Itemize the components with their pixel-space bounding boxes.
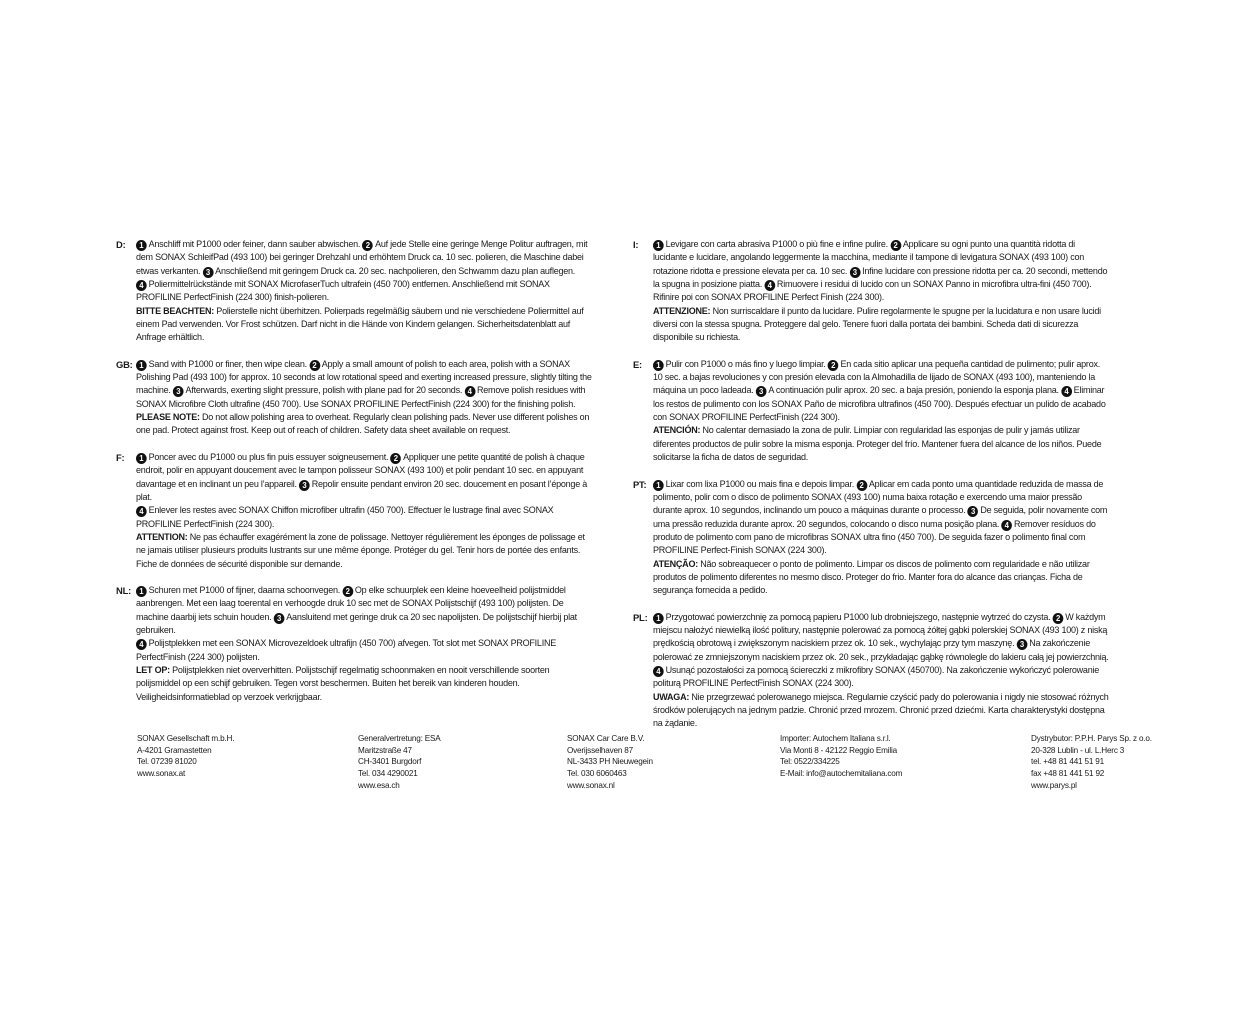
warning-note bbox=[653, 558, 1109, 598]
warning-label: ATTENTION: bbox=[136, 531, 188, 542]
instructions-fr bbox=[116, 451, 608, 571]
step-3: 3 Anschließend mit geringem Druck ca. 20 sec. nachpolieren, den Schwamm dazu plan auflegen. bbox=[203, 266, 575, 276]
step-number-icon: 4 bbox=[764, 280, 775, 291]
warning-text: Non surriscaldare il punto da lucidare. Pulire regolarmente le spugne per la lucidatura e non usare lucidi diversi con la stessa spugna. Proteggere dal gelo. Tenere fuori dalla portata dei bambini. Scheda dati di sicurezza disponibile su richiesta. bbox=[653, 305, 1101, 343]
step-4: 4 Usunąć pozostałości za pomocą ściereczki z mikrofibry SONAX (450700). Na zakończenie wykończyć polerowanie politurą PROFILINE PerfectFinish SONAX (224 300). bbox=[653, 664, 1100, 689]
language-code: NL: bbox=[116, 584, 132, 596]
step-number-icon: 3 bbox=[1017, 639, 1028, 650]
step-number-icon: 4 bbox=[1061, 386, 1072, 397]
step-2: 2 Applicare su ogni punto una quantità ridotta di lucidante e lucidare, angolando leggermente la macchina, mediante il tampone di levigatura SONAX (493 100) con rotazione ridotta e pressione elevata per ca. 10 sec. bbox=[653, 239, 1085, 276]
step-3: 3 Aansluitend met geringe druk ca 20 sec napolijsten. De polijstschijf hierbij plat gebruiken. bbox=[136, 611, 577, 635]
step-number-icon: 3 bbox=[203, 267, 214, 278]
step-2: 2 W każdym miejscu nałożyć niewielką ilość politury, następnie polerować za pomocą żółtej gąbki polerskiej SONAX (493 100) z niską prędkością obrotową i zwiększonym naciskiem przez ok. 10 sek., wychylając przy tym maszynę. bbox=[653, 611, 1108, 649]
left-column bbox=[116, 238, 608, 717]
warning-label: ATENCIÓN: bbox=[653, 425, 701, 436]
warning-label: ATTENZIONE: bbox=[653, 305, 711, 316]
website-link[interactable]: www.sonax.nl bbox=[567, 779, 615, 790]
step-number-icon: 1 bbox=[136, 240, 147, 251]
instructions-it bbox=[633, 238, 1123, 345]
warning-text: Não sobreaquecer o ponto de polimento. Limpar os discos de polimento com regularidade e não utilizar produtos de polimento diferentes no mesmo disco. Proteger do frio. Manter fora do alcance das crianças. Ficha de segurança fornecida a pedido. bbox=[653, 558, 1090, 596]
instruction-body bbox=[653, 358, 1109, 465]
warning-note bbox=[136, 531, 594, 571]
step-number-icon: 2 bbox=[890, 240, 901, 251]
address-sonax-at: SONAX Gesellschaft m.b.H. A-4201 Gramastetten Tel. 07239 81020 www.sonax.at bbox=[137, 733, 235, 779]
language-code: D: bbox=[116, 239, 126, 250]
step-number-icon: 2 bbox=[309, 360, 320, 371]
warning-note bbox=[653, 691, 1109, 731]
step-number-icon: 3 bbox=[299, 480, 310, 491]
website-link[interactable]: www.sonax.at bbox=[137, 768, 186, 779]
warning-note bbox=[136, 305, 594, 345]
step-1: 1 Poncer avec du P1000 ou plus fin puis essuyer soigneusement. bbox=[136, 452, 391, 462]
step-1: 1 Przygotować powierzchnię za pomocą papieru P1000 lub drobniejszego, następnie wytrzeć do czysta. bbox=[653, 612, 1053, 622]
warning-label: LET OP: bbox=[136, 664, 170, 675]
address-sonax-nl: SONAX Car Care B.V. Overijsselhaven 87 NL-3433 PH Nieuwegein Tel. 030 6060463 www.sonax.nl bbox=[567, 733, 653, 790]
step-number-icon: 4 bbox=[653, 666, 664, 677]
warning-text: Do not allow polishing area to overheat. Regularly clean polishing pads. Never use different polishes on one pad. Protect against frost. Keep out of reach of children. Safety data sheet available on request. bbox=[136, 412, 590, 436]
step-number-icon: 1 bbox=[136, 360, 147, 371]
instructions-gb bbox=[116, 358, 608, 438]
step-1: 1 Schuren met P1000 of fijner, daarna schoonvegen. bbox=[136, 585, 342, 595]
step-1: 1 Pulir con P1000 o más fino y luego limpiar. bbox=[653, 359, 828, 369]
instruction-body bbox=[136, 451, 594, 571]
step-number-icon: 4 bbox=[1001, 520, 1012, 531]
language-code: F: bbox=[116, 451, 125, 463]
right-column bbox=[633, 238, 1123, 744]
website-link[interactable]: www.esa.ch bbox=[358, 779, 400, 790]
step-4: 4 Polijstplekken met een SONAX Microvezeldoek ultrafijn (450 700) afvegen. Tot slot met SONAX PROFILINE PerfectFinish (224 300) polijsten. bbox=[136, 638, 557, 662]
step-number-icon: 3 bbox=[968, 506, 979, 517]
step-number-icon: 4 bbox=[136, 639, 147, 650]
instructions-nl bbox=[116, 584, 608, 704]
step-number-icon: 2 bbox=[856, 480, 867, 491]
step-3: 3 De seguida, polir novamente com uma pressão reduzida durante aprox. 20 segundos, colocando o disco numa posição plana. bbox=[653, 505, 1108, 529]
step-number-icon: 1 bbox=[136, 586, 147, 597]
step-number-icon: 3 bbox=[756, 386, 767, 397]
step-2: 2 En cada sitio aplicar una pequeña cantidad de pulimento; pulir aprox. 10 sec. a bajas revoluciones y con presión elevada con la Almohadilla de lijado de SONAX (493 100), manteniendo la máquina un poco ladeada. bbox=[653, 358, 1101, 396]
language-code: PT: bbox=[633, 478, 647, 490]
step-2: 2 Aplicar em cada ponto uma quantidade reduzida de massa de polimento, polir com o disco de polimento SONAX (493 100) numa baixa rotação e exercendo uma maior pressão durante aprox. 10 segundos, inclinando um pouco a máquinas durante o processo. bbox=[653, 478, 1104, 516]
warning-label: PLEASE NOTE: bbox=[136, 412, 200, 423]
step-number-icon: 1 bbox=[653, 613, 664, 624]
step-number-icon: 3 bbox=[274, 613, 285, 624]
email-link[interactable]: E-Mail: info@autochemitaliana.com bbox=[780, 768, 903, 779]
warning-label: ATENÇÃO: bbox=[653, 558, 698, 569]
warning-text: Ne pas échauffer exagérément la zone de polissage. Nettoyer régulièrement les éponges de polissage et ne jamais utiliser plusieurs produits lustrants sur une même éponge. Protéger du gel. Tenir hors de portée des enfants. Fiche de données de sécurité disponible sur demande. bbox=[136, 531, 585, 569]
step-4: 4 Poliermittelrückstände mit SONAX MicrofaserTuch ultrafein (450 700) entfernen. Anschließend mit SONAX PROFILINE PerfectFinish (224 300) finish-polieren. bbox=[136, 279, 550, 303]
step-4: 4 Eliminar los restos de pulimento con los SONAX Paño de microfibra ultrafinos (450 700). Después efectuar un pulido de acabado con SONAX PROFILINE PerfectFinish (224 300). bbox=[653, 385, 1106, 423]
step-1: 1 Lixar com lixa P1000 ou mais fina e depois limpar. bbox=[653, 479, 856, 489]
step-number-icon: 1 bbox=[653, 360, 664, 371]
instruction-body bbox=[653, 478, 1109, 598]
warning-text: Polijstplekken niet oververhitten. Polijstschijf regelmatig schoonmaken en nooit verschillende soorten polijsmiddel op een schijf gebruiken. Tegen vorst beschermen. Buiten het bereik van kinderen houden. Veiligheidsinformatieblad op verzoek verkrijgbaar. bbox=[136, 664, 550, 702]
language-code: PL: bbox=[633, 611, 648, 623]
step-number-icon: 3 bbox=[173, 386, 184, 397]
instruction-body bbox=[653, 238, 1109, 345]
step-3: 3 Infine lucidare con pressione ridotta per ca. 20 secondi, mettendo la spugna in posizione piatta. bbox=[653, 265, 1108, 290]
step-2: 2 Appliquer une petite quantité de polish à chaque endroit, polir en appuyant doucement avec le tampon polisseur SONAX (493 100) et polir pendant 10 sec. en appuyant davantage et en inclinant un peu l’appareil. bbox=[136, 451, 585, 489]
warning-note bbox=[136, 664, 594, 704]
instructions-pt bbox=[633, 478, 1123, 598]
step-number-icon: 1 bbox=[653, 480, 664, 491]
step-3: 3 Afterwards, exerting slight pressure, polish with plane pad for 20 seconds. bbox=[173, 385, 464, 395]
warning-text: Polierstelle nicht überhitzen. Polierpads regelmäßig säubern und nie verschiedene Poliermittel auf einem Pad verwenden. Vor Frost schützen. Darf nicht in die Hände von Kindern gelangen. Sicherheitsdatenblatt auf Anfrage erhältlich. bbox=[136, 305, 584, 343]
step-number-icon: 2 bbox=[391, 453, 402, 464]
instruction-body bbox=[136, 584, 594, 704]
warning-note bbox=[136, 411, 594, 438]
step-number-icon: 2 bbox=[1053, 613, 1064, 624]
address-autochem-it: Importer: Autochem Italiana s.r.l. Via Monti 8 - 42122 Reggio Emilia Tel: 0522/334225 E-Mail: info@autochemitaliana.com bbox=[780, 733, 903, 779]
step-3: 3 Repolir ensuite pendant environ 20 sec. doucement en posant l’éponge à plat. bbox=[136, 478, 588, 502]
step-number-icon: 2 bbox=[828, 360, 839, 371]
language-code: GB: bbox=[116, 358, 133, 370]
warning-text: No calentar demasiado la zona de pulir. Limpiar con regularidad las esponjas de pulir y jamás utilizar diferentes productos de pulir sobre la misma esponja. Proteger del frío. Mantener fuera del alcance de los niños. Puede solicitarse la ficha de datos de seguridad. bbox=[653, 425, 1102, 463]
step-number-icon: 2 bbox=[362, 240, 373, 251]
address-esa-ch: Generalvertretung: ESA Maritzstraße 47 CH-3401 Burgdorf Tel. 034 4290021 www.esa.ch bbox=[358, 733, 441, 790]
warning-note bbox=[653, 424, 1109, 464]
step-1: 1 Levigare con carta abrasiva P1000 o più fine e infine pulire. bbox=[653, 239, 890, 249]
instructions-pl bbox=[633, 611, 1123, 731]
instructions-es bbox=[633, 358, 1123, 465]
step-number-icon: 1 bbox=[653, 240, 664, 251]
warning-label: UWAGA: bbox=[653, 691, 690, 702]
instruction-body bbox=[136, 238, 594, 345]
step-2: 2 Auf jede Stelle eine geringe Menge Politur auftragen, mit dem SONAX SchleifPad (493 100) bei geringer Drehzahl und erhöhtem Druck ca. 10 sec. polieren, die Maschine dabei etwas verkanten. bbox=[136, 239, 588, 276]
step-number-icon: 3 bbox=[849, 267, 860, 278]
step-4: 4 Rimuovere i residui di lucido con un SONAX Panno in microfibra ultra-fini (450 700). Rifinire poi con SONAX PROFILINE Perfect Finish (224 300). bbox=[653, 279, 1092, 303]
step-number-icon: 1 bbox=[136, 453, 147, 464]
warning-note bbox=[653, 305, 1109, 345]
address-parys-pl: Dystrybutor: P.P.H. Parys Sp. z o.o. 20-328 Lublin - ul. L.Herc 3 tel. +48 81 441 51 91 fax +48 81 441 51 92 www.parys.pl bbox=[1031, 733, 1152, 790]
step-4: 4 Remover resíduos do produto de polimento com pano de microfibras SONAX ultra fino (450 700). De seguida fazer o polimento final com PROFILINE Perfect-Finish SONAX (224 300). bbox=[653, 518, 1096, 556]
step-2: 2 Apply a small amount of polish to each area, polish with a SONAX Polishing Pad (493 100) for approx. 10 seconds at low rotational speed and exerting increased pressure, slightly tilting the machine. bbox=[136, 358, 592, 396]
step-3: 3 Na zakończenie polerować ze zmniejszonym naciskiem przez ok. 20 sek., przykładając gąbkę równolegle do lakieru całą jej powierzchnią. bbox=[653, 638, 1109, 662]
step-1: 1 Sand with P1000 or finer, then wipe clean. bbox=[136, 359, 309, 369]
step-2: 2 Op elke schuurplek een kleine hoeveelheid polijstmiddel aanbrengen. Met een laag toerental en verhoogde druk 10 sec met de SONAX Polijstschijf (493 100) polijsten. De machine daarbij iets schuin houden. bbox=[136, 584, 566, 622]
step-1: 1 Anschliff mit P1000 oder feiner, dann sauber abwischen. bbox=[136, 239, 362, 249]
step-number-icon: 4 bbox=[464, 386, 475, 397]
step-4: 4 Enlever les restes avec SONAX Chiffon microfiber ultrafin (450 700). Effectuer le lustrage final avec SONAX PROFILINE PerfectFinish (224 300). bbox=[136, 505, 554, 529]
step-4: 4 Remove polish residues with SONAX Microfibre Cloth ultrafine (450 700). Use SONAX PROFILINE PerfectFinish (224 300) for the finishing polish. bbox=[136, 385, 586, 409]
step-number-icon: 4 bbox=[136, 506, 147, 517]
website-link[interactable]: www.parys.pl bbox=[1031, 779, 1077, 790]
step-number-icon: 4 bbox=[136, 280, 147, 291]
warning-text: Nie przegrzewać polerowanego miejsca. Regularnie czyścić pady do polerowania i nigdy nie stosować różnych środków polerujących na jednym padzie. Chronić przed mrozem. Chronić przed dziećmi. Karta charakterystyki dostępna na żądanie. bbox=[653, 691, 1109, 729]
step-number-icon: 2 bbox=[342, 586, 353, 597]
instructions-de bbox=[116, 238, 608, 345]
warning-label: BITTE BEACHTEN: bbox=[136, 305, 215, 316]
language-code: I: bbox=[633, 239, 639, 250]
instruction-body bbox=[136, 358, 594, 438]
instruction-body bbox=[653, 611, 1109, 731]
language-code: E: bbox=[633, 358, 642, 370]
step-3: 3 A continuación pulir aprox. 20 sec. a baja presión, poniendo la esponja plana. bbox=[756, 385, 1061, 395]
